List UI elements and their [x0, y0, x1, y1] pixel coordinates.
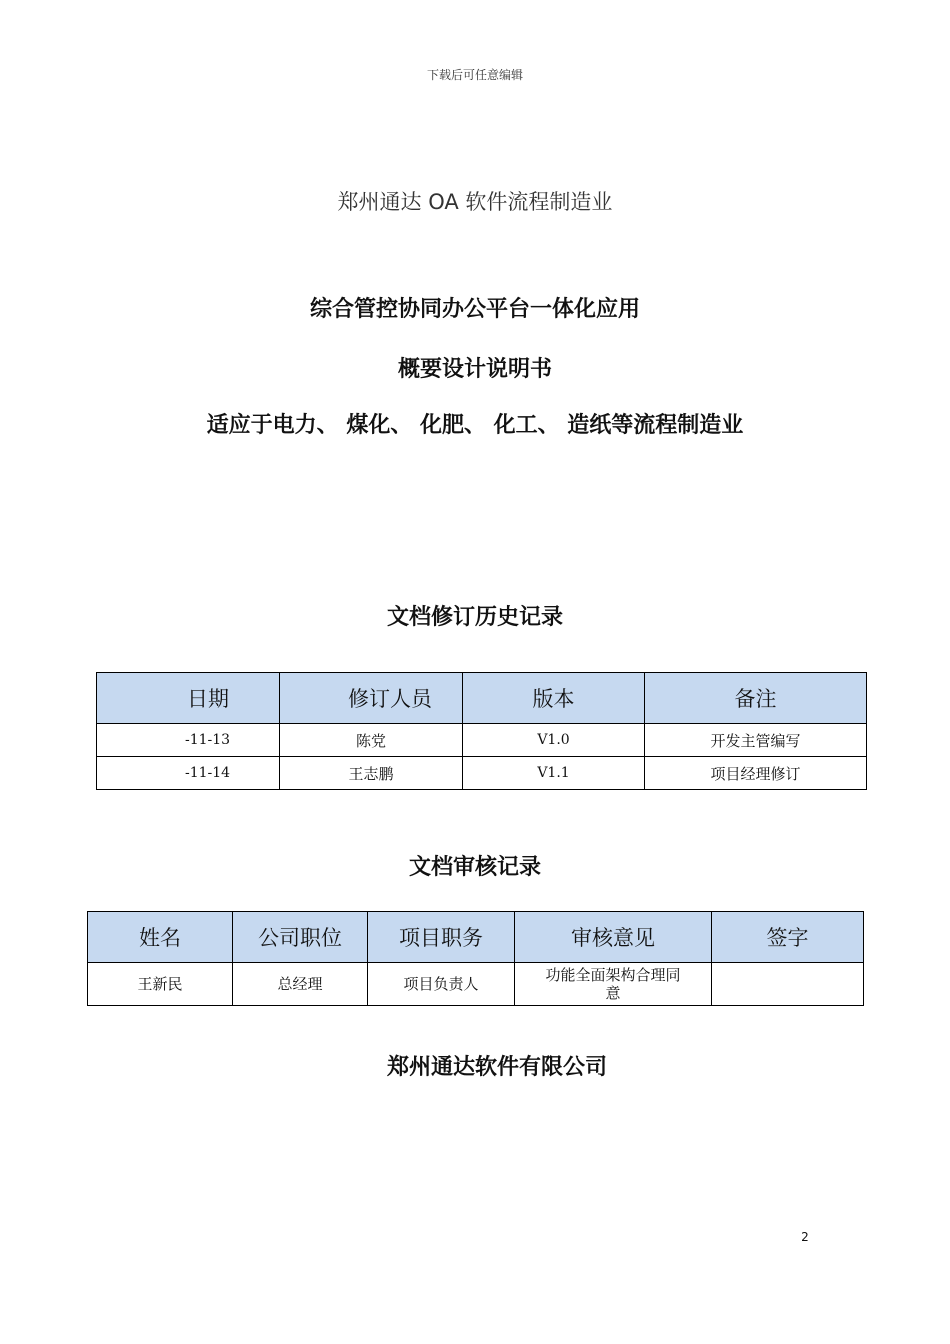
header-reviser: 修订人员 — [280, 673, 463, 724]
header-signature: 签字 — [712, 912, 864, 963]
cell-date: -11-14 — [97, 757, 280, 790]
header-name: 姓名 — [88, 912, 233, 963]
table-header-row — [88, 912, 864, 963]
cell-name: 王新民 — [88, 963, 233, 1006]
audit-record-table — [87, 911, 864, 1006]
cell-company-position: 总经理 — [233, 963, 368, 1006]
table-row — [97, 724, 867, 757]
cell-remark: 项目经理修订 — [645, 757, 867, 790]
document-title-line-2: 综合管控协同办公平台一体化应用 — [309, 297, 640, 322]
header-note: 下载后可任意编辑 — [426, 68, 523, 82]
cell-review-opinion: 功能全面架构合理同意 — [515, 963, 712, 1006]
cell-version: V1.1 — [463, 757, 645, 790]
header-review-opinion: 审核意见 — [515, 912, 712, 963]
document-title-line-4: 适应于电力、 煤化、 化肥、 化工、 造纸等流程制造业 — [206, 413, 744, 438]
cell-reviser: 王志鹏 — [280, 757, 463, 790]
header-company-position: 公司职位 — [233, 912, 368, 963]
table-row — [88, 963, 864, 1006]
header-date: 日期 — [97, 673, 280, 724]
header-version: 版本 — [463, 673, 645, 724]
cell-date: -11-13 — [97, 724, 280, 757]
revision-history-table — [96, 672, 867, 790]
page-number: 2 — [801, 1230, 809, 1244]
cell-reviser: 陈党 — [280, 724, 463, 757]
revision-history-title: 文档修订历史记录 — [386, 605, 563, 630]
header-remark: 备注 — [645, 673, 867, 724]
table-header-row — [97, 673, 867, 724]
cell-remark: 开发主管编写 — [645, 724, 867, 757]
cell-project-role: 项目负责人 — [368, 963, 515, 1006]
document-title-line-3: 概要设计说明书 — [397, 357, 552, 382]
cell-signature — [712, 963, 864, 1006]
company-name: 郑州通达软件有限公司 — [386, 1055, 607, 1080]
cell-version: V1.0 — [463, 724, 645, 757]
table-row — [97, 757, 867, 790]
document-title-line-1: 郑州通达 OA 软件流程制造业 — [337, 190, 613, 214]
header-project-role: 项目职务 — [368, 912, 515, 963]
audit-record-title: 文档审核记录 — [408, 855, 541, 880]
